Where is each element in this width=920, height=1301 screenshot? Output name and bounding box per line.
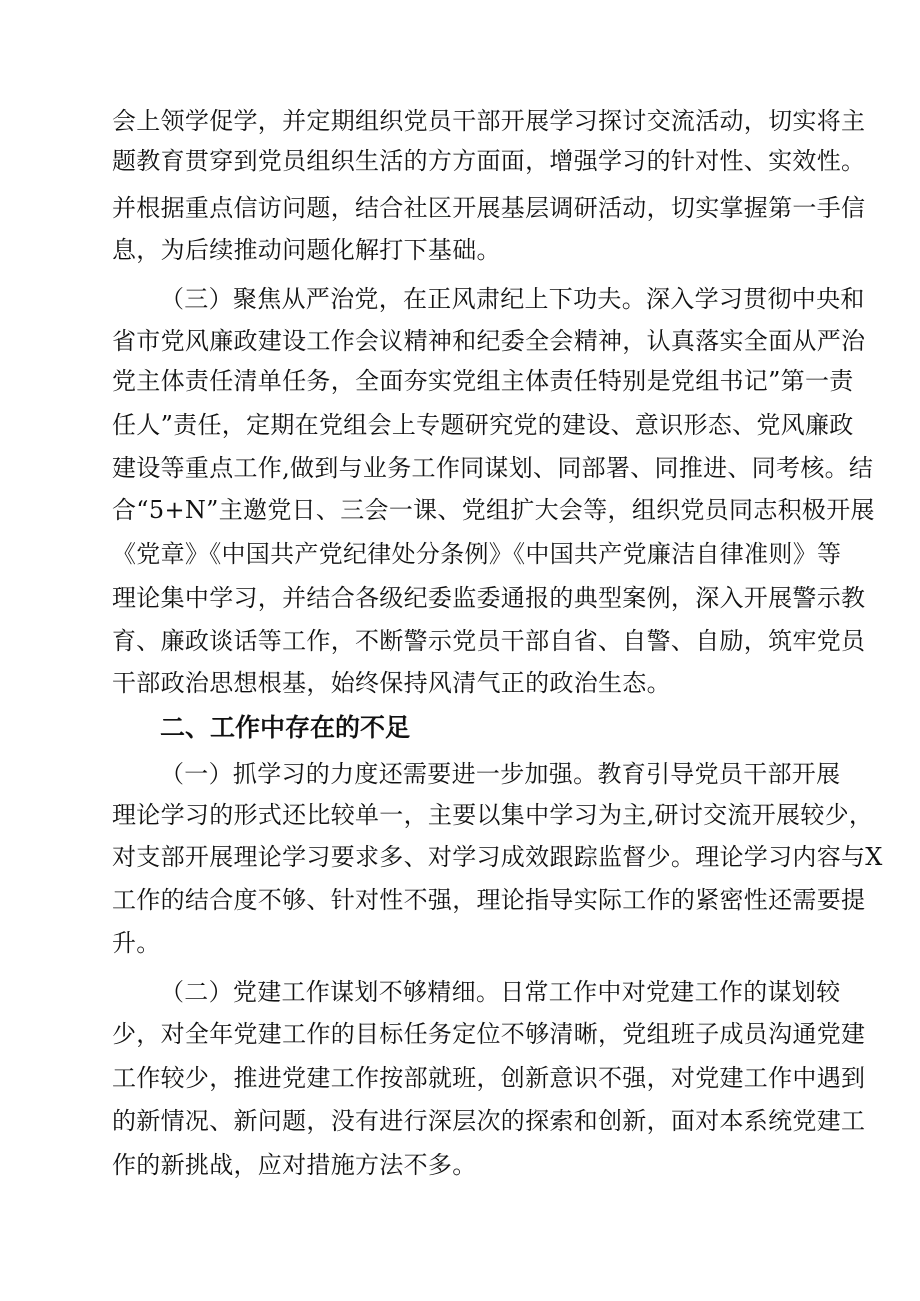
text-line: 作的新挑战，应对措施方法不多。 bbox=[112, 1151, 477, 1179]
text-line: 并根据重点信访问题，结合社区开展基层调研活动，切实掌握第一手信 bbox=[112, 194, 866, 222]
text-line: 会上领学促学，并定期组织党员干部开展学习探讨交流活动，切实将主 bbox=[112, 107, 866, 135]
text-line: 省市党风廉政建设工作会议精神和纪委全会精神，认真落实全面从严治 bbox=[112, 327, 866, 355]
text-line: 工作的结合度不够、针对性不强，理论指导实际工作的紧密性还需要提 bbox=[112, 886, 866, 914]
text-line: 的新情况、新问题，没有进行深层次的探索和创新，面对本系统党建工 bbox=[112, 1107, 866, 1135]
text-line: 《党章》《中国共产党纪律处分条例》《中国共产党廉洁自律准则》等 bbox=[112, 540, 842, 568]
text-line: （一）抓学习的力度还需要进一步加强。教育引导党员干部开展 bbox=[160, 760, 841, 788]
text-line: 合“5+N”主邀党日、三会一课、党组扩大会等，组织党员同志积极开展 bbox=[112, 496, 875, 524]
text-line: 任人”责任，定期在党组会上专题研究党的建设、意识形态、党风廉政 bbox=[112, 411, 854, 439]
text-line: （三）聚焦从严治党，在正风肃纪上下功夫。深入学习贯彻中央和 bbox=[160, 285, 865, 313]
text-line: 理论学习的形式还比较单一，主要以集中学习为主,研讨交流开展较少， bbox=[112, 801, 874, 829]
text-line: （二）党建工作谋划不够精细。日常工作中对党建工作的谋划较 bbox=[160, 978, 841, 1006]
text-line: 升。 bbox=[112, 929, 161, 957]
text-line: 育、廉政谈话等工作，不断警示党员干部自省、自警、自励，筑牢党员 bbox=[112, 627, 866, 655]
text-line: 建设等重点工作,做到与业务工作同谋划、同部署、同推进、同考核。结 bbox=[112, 454, 874, 482]
text-line: 干部政治思想根基，始终保持风清气正的政治生态。 bbox=[112, 669, 671, 697]
text-line: 对支部开展理论学习要求多、对学习成效跟踪监督少。理论学习内容与X bbox=[112, 843, 883, 871]
section-heading: 二、工作中存在的不足 bbox=[160, 713, 411, 742]
text-line: 息，为后续推动问题化解打下基础。 bbox=[112, 236, 501, 264]
text-line: 工作较少，推进党建工作按部就班，创新意识不强，对党建工作中遇到 bbox=[112, 1064, 866, 1092]
text-line: 理论集中学习，并结合各级纪委监委通报的典型案例，深入开展警示教 bbox=[112, 584, 866, 612]
text-line: 少，对全年党建工作的目标任务定位不够清晰，党组班子成员沟通党建 bbox=[112, 1020, 866, 1048]
text-line: 党主体责任清单任务，全面夯实党组主体责任特别是党组书记”第一责 bbox=[112, 367, 854, 395]
text-line: 题教育贯穿到党员组织生活的方方面面，增强学习的针对性、实效性。 bbox=[112, 147, 866, 175]
